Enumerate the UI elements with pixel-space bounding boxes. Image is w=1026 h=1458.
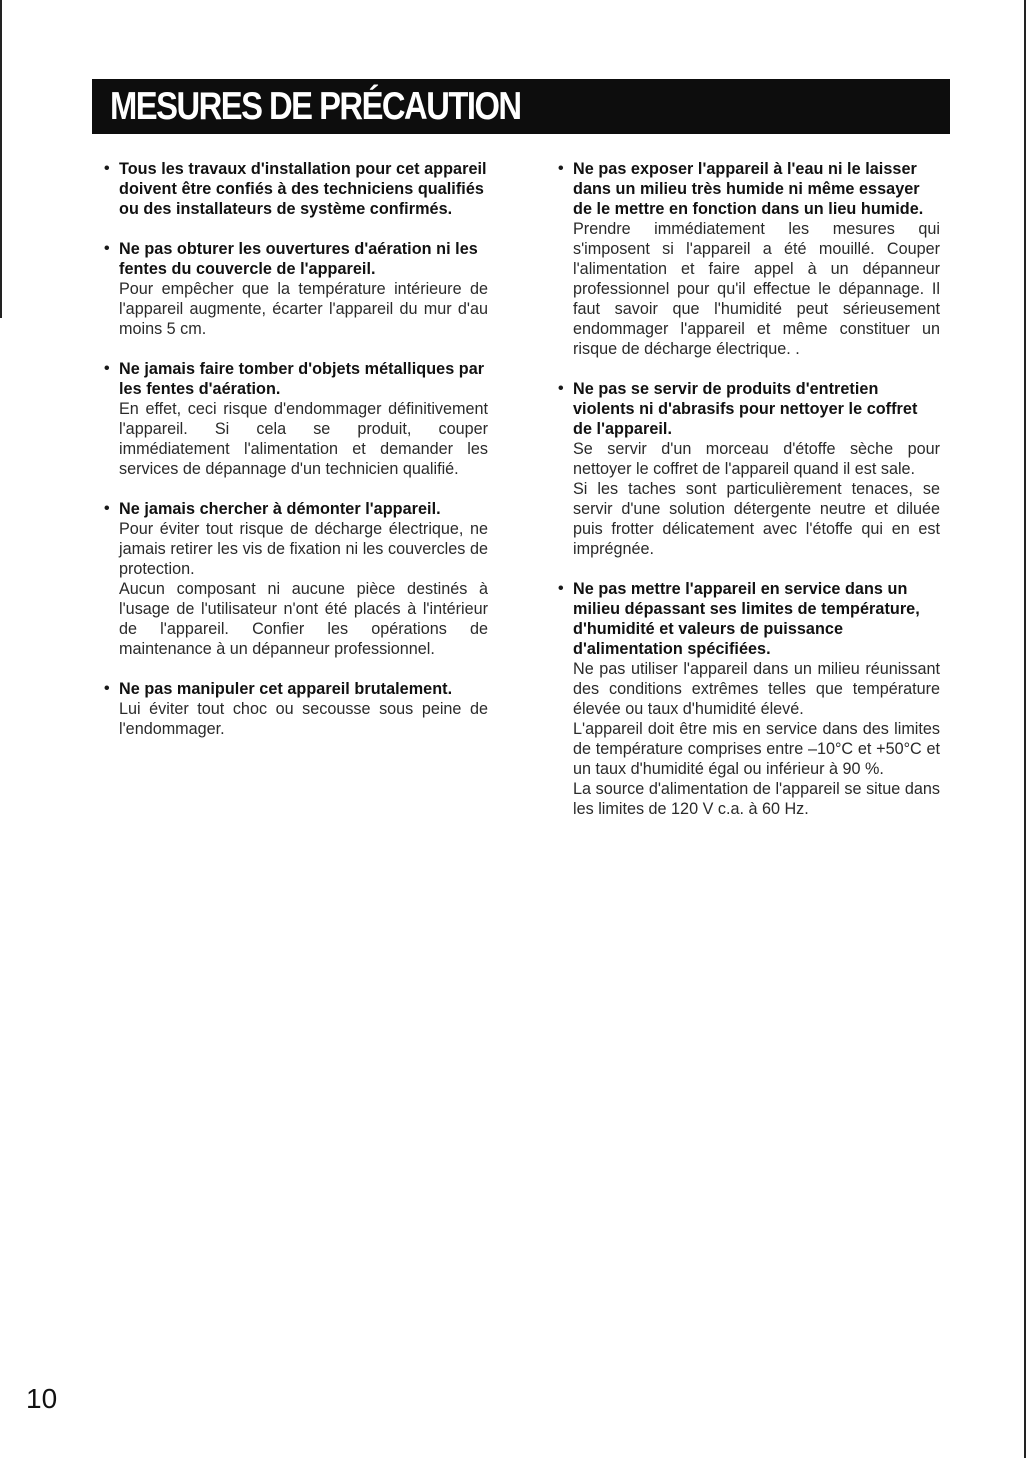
bullet-icon: • [104,680,110,697]
title-banner [92,79,950,134]
precaution-paragraph: Prendre immédiatement les mesures qui s'imposent si l'appareil a été mouillé. Couper l'alimentation et faire appel à un dépanneur professionnel pour qu'il effectue le dépannage. Il faut savoir que l'humidité peut sérieusement endommager l'appareil et même constituer un risque de décharge électrique. . [573,220,940,358]
bullet-icon: • [558,160,564,177]
precaution-heading: Ne jamais chercher à démonter l'appareil. [119,500,441,518]
precaution-paragraph: Si les taches sont particulièrement tenaces, se servir d'une solution détergente neutre et diluée puis frotter délicatement avec l'étoffe qui en est imprégnée. [573,480,940,558]
page-title: MESURES DE PRÉCAUTION [110,85,521,128]
precaution-paragraph: En effet, ceci risque d'endommager définitivement l'appareil. Si cela se produit, couper immédiatement l'alimentation et demander les services de dépannage d'un technicien qualifié. [119,400,488,478]
precaution-paragraph: L'appareil doit être mis en service dans des limites de température comprises entre –10°C et +50°C et un taux d'humidité égal ou inférieur à 90 %. [573,720,940,778]
precaution-heading: Ne pas exposer l'appareil à l'eau ni le laisser dans un milieu très humide ni même essayer de le mettre en fonction dans un lieu humide. [573,160,924,218]
precaution-body [573,219,940,359]
precaution-item [104,499,488,659]
precaution-heading: Tous les travaux d'installation pour cet appareil doivent être confiés à des techniciens qualifiés ou des installateurs de système confirmés. [119,160,487,218]
page-number: 10 [26,1383,58,1414]
precaution-body [573,439,940,559]
right-column [558,159,940,839]
page-edge-left [0,0,2,318]
precaution-item [104,239,488,339]
precaution-heading: Ne jamais faire tomber d'objets métalliques par les fentes d'aération. [119,360,485,398]
precaution-item [558,579,940,819]
bullet-icon: • [104,240,110,257]
precaution-paragraph: Ne pas utiliser l'appareil dans un milieu réunissant des conditions extrêmes telles que température élevée ou taux d'humidité élevé. [573,660,940,718]
precaution-body [119,519,488,659]
precaution-paragraph: Se servir d'un morceau d'étoffe sèche pour nettoyer le coffret de l'appareil quand il est sale. [573,440,940,478]
precaution-paragraph: Aucun composant ni aucune pièce destinés à l'usage de l'utilisateur n'ont été placés à l'intérieur de l'appareil. Confier les opérations de maintenance à un dépanneur professionnel. [119,580,488,658]
precaution-heading: Ne pas manipuler cet appareil brutalement. [119,680,453,698]
precaution-heading: Ne pas obturer les ouvertures d'aération ni les fentes du couvercle de l'appareil. [119,240,478,278]
bullet-icon: • [558,380,564,397]
left-column [104,159,488,759]
precaution-item [558,159,940,359]
precaution-item [104,159,488,219]
precaution-body [119,699,488,739]
bullet-icon: • [104,500,110,517]
precaution-body [573,659,940,819]
precaution-paragraph: Pour empêcher que la température intérieure de l'appareil augmente, écarter l'appareil du mur d'au moins 5 cm. [119,280,488,338]
precaution-paragraph: Lui éviter tout choc ou secousse sous peine de l'endommager. [119,700,488,738]
precaution-item [558,379,940,559]
precaution-heading: Ne pas se servir de produits d'entretien violents ni d'abrasifs pour nettoyer le coffret de l'appareil. [573,380,918,438]
precaution-body [119,399,488,479]
bullet-icon: • [104,360,110,377]
precaution-paragraph: Pour éviter tout risque de décharge électrique, ne jamais retirer les vis de fixation ni les couvercles de protection. [119,520,488,578]
precaution-item [104,679,488,739]
bullet-icon: • [104,160,110,177]
precaution-item [104,359,488,479]
precaution-paragraph: La source d'alimentation de l'appareil se situe dans les limites de 120 V c.a. à 60 Hz. [573,780,940,818]
precaution-body [119,279,488,339]
precaution-heading: Ne pas mettre l'appareil en service dans un milieu dépassant ses limites de température, d'humidité et valeurs de puissance d'alimentation spécifiées. [573,580,920,658]
bullet-icon: • [558,580,564,597]
